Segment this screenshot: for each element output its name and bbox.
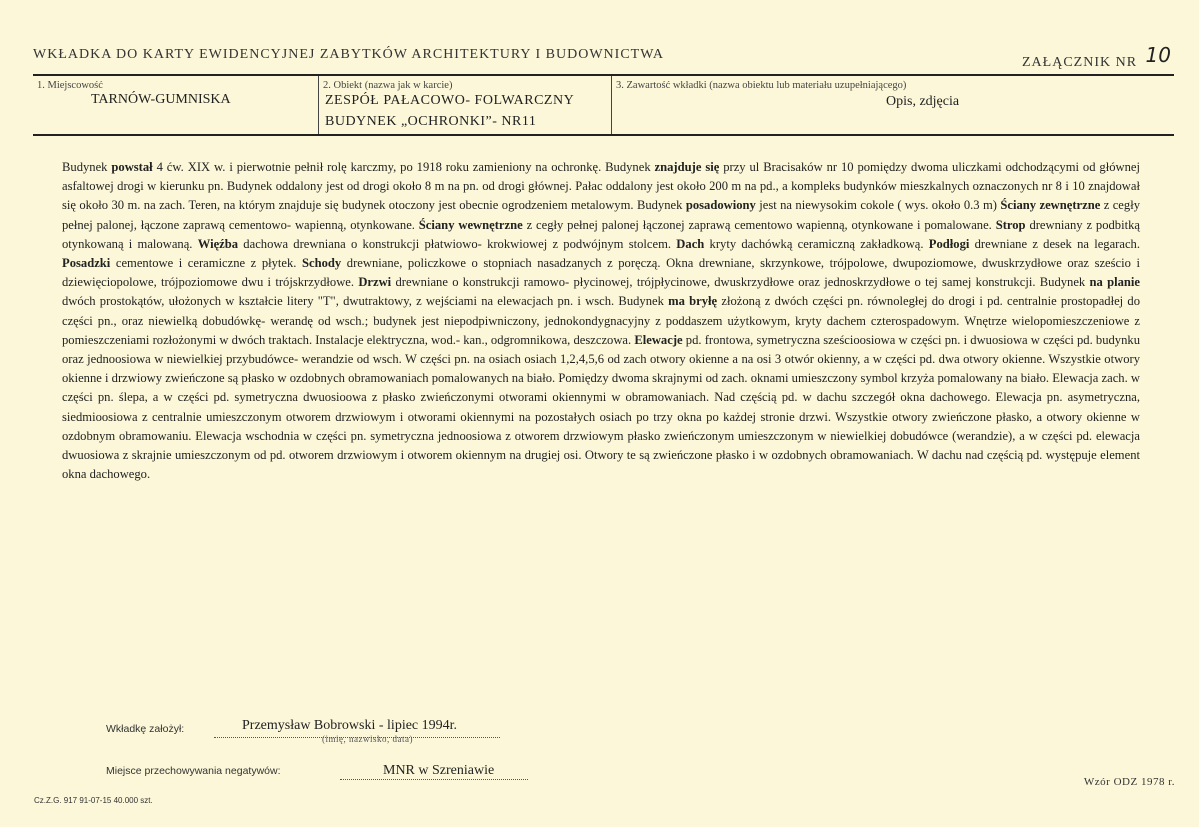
body-text: drewniane, policzkowe o stopniach nasadzanych z poręczą. Okna drewniane, skrzynkowe, trójpolowe, dwupoziomowe, dwuskrzydłowe oraz sześcio i dziewięciopolowe, trójpoziomowe dwu i trójskrzydłowe. — [62, 256, 1140, 290]
body-keyword: Dach — [676, 236, 705, 251]
body-keyword: Ściany wewnętrzne — [418, 217, 523, 232]
body-keyword: Strop — [995, 217, 1026, 232]
object-field — [319, 76, 612, 134]
body-text: kryty dachówką ceramiczną zakładkową. — [704, 236, 929, 251]
body-text: jest na niewysokim cokole ( wys. około 0.3 m) — [755, 198, 1001, 213]
body-text: Budynek — [62, 160, 112, 174]
storage-label: Miejsce przechowywania negatywów: — [106, 765, 281, 777]
body-text: cementowe i ceramiczne z płytek. — [110, 256, 303, 271]
author-label: Wkładkę założył: — [106, 723, 185, 735]
locality-field — [33, 76, 319, 134]
body-keyword: Posadzki — [62, 256, 111, 271]
body-text: drewniane z desek na legarach. — [969, 236, 1140, 251]
content-label: 3. Zawartość wkładki (nazwa obiektu lub materiału uzupełniającego) — [616, 80, 907, 91]
body-keyword: Schody — [302, 256, 342, 271]
object-value-line1: ZESPÓŁ PAŁACOWO- FOLWARCZNY — [325, 93, 575, 108]
body-keyword: znajduje się — [654, 160, 720, 174]
body-keyword: ma bryłę — [668, 294, 718, 309]
storage-value: MNR w Szreniawie — [383, 763, 495, 778]
object-value-line2: BUDYNEK „OCHRONKI”- NR11 — [325, 114, 537, 129]
body-keyword: na planie — [1089, 275, 1140, 290]
body-text: drewniany z podbitką otynkowaną i malowaną. — [62, 217, 1140, 251]
form-title: WKŁADKA DO KARTY EWIDENCYJNEJ ZABYTKÓW ARCHITEKTURY I BUDOWNICTWA — [33, 47, 664, 62]
locality-value: TARNÓW-GUMNISKA — [91, 92, 231, 107]
body-text: drewniane o konstrukcji ramowo- płycinowej, trójpłycinowe, dwuskrzydłowe oraz jednoskrzydłowe o tej samej konstrukcji. Budynek — [391, 275, 1090, 290]
body-keyword: Ściany zewnętrzne — [1000, 198, 1101, 213]
form-header — [33, 43, 1171, 70]
body-text: z cegły pełnej palonej, łączone zaprawą cementowo- wapienną, otynkowane. — [62, 198, 1140, 232]
body-text: dwóch prostokątów, ułożonych w kształcie litery "T", dwutraktowy, z wejściami na elewacjach pn. i wsch. Budynek — [62, 294, 669, 309]
body-text: przy ul Bracisaków nr 10 pomiędzy dwoma uliczkami odchodzącymi od głównej asfaltowej drogi w kierunku pn. Budynek oddalony jest od drogi około 8 m na pn. od drogi głównej. Pałac oddalony jest około 200 m na pd., a kompleks budynków mieszkalnych oznaczonych nr 8 i 10 znajdował się około 30 m. na zach. Teren, na którym znajduje się budynek otoczony jest obecnie ogrodzeniem metalowym. Budynek — [62, 160, 1141, 213]
author-hint: (imię, nazwisko, data) — [322, 734, 413, 744]
annex-label — [1022, 43, 1171, 71]
body-text: pd. frontowa, symetryczna sześcioosiowa w części pn. i dwuosiowa w części pd. budynku oraz jednoosiowa w niewielkiej przybudówce- werandzie od wsch. W części pn. na osiach osiach 1,2,4,5,6 od zach otwory okienne a na osi 3 otwór okienny, a w części pd. dwa otwory okienne. Wszystkie otwory okienne i drzwiowy zwieńczone są płasko w ozdobnych obramowaniach pomalowanych na biało. Pomiędzy dwoma skrajnymi od zach. oknami umieszczony symbol krzyża pomalowany na biało. Elewacja zach. w części pn. ślepa, a w części pd. symetryczna dwuosioowa z płasko zwieńczonymi otworami okiennymi w obramowaniach. Nad częścią pd. w dachu szczegół okna dachowego. Elewacja pn. asymetryczna, siedmioosiowa z centralnie umieszczonym otworem drzwiowym i otworami okiennymi na pozostałych osiach po trzy okna po każdej stronie drzwi. Wszystkie otwory zwieńczone płasko, a otwory okienne w ozdobnym obramowaniu. Elewacja wschodnia w części pn. symetryczna jednoosiowa z otworem drzwiowym płasko zwieńczonym umieszczonym w niewielkiej dobudówce (werandzie), a w części pd. elewacja dwuosiowa z skrajnie umieszczonym od pd. otworem drzwiowym i otworem okiennym na drugiej osi. Otwory te są zwieńczone płasko i w ozdobnych obramowaniach. W dachu nad częścią pd. występuje element okna dachowego. — [62, 332, 1140, 482]
content-value: Opis, zdjęcia — [886, 94, 960, 109]
body-keyword: posadowiony — [685, 198, 756, 213]
object-label: 2. Obiekt (nazwa jak w karcie) — [323, 80, 453, 91]
annex-number: 10 — [1145, 43, 1171, 67]
print-info: Cz.Z.G. 917 91-07-15 40.000 szt. — [34, 796, 153, 805]
body-keyword: Elewacje — [634, 332, 683, 347]
header-fields-row — [33, 74, 1174, 136]
content-field — [612, 76, 1174, 134]
body-text: 4 ćw. XIX w. i pierwotnie pełnił rolę karczmy, po 1918 roku zamieniony na ochronkę. Budynek — [152, 160, 655, 174]
body-keyword: powstał — [111, 160, 153, 174]
body-text: złożoną z dwóch części pn. równoległej do drogi i pd. centralnie prostopadłej do części pn., oraz niewielką dobudówkę- werandę od wsch.; budynek jest niepodpiwniczony, jednokondygnacyjny z poddaszem użytkowym, kryty dachem czterospadowym. Wnętrze wielopomieszczeniowe z pomieszczeniami rozłożonymi w dwóch traktach. Instalacje elektryczna, wod.- kan., odgromnikowa, deszczowa. — [62, 294, 1141, 347]
body-text: z cegły pełnej palonej łączonej zaprawą cementowo wapienną, otynkowane i pomalowane. — [522, 217, 996, 232]
storage-dotted-line — [340, 779, 528, 780]
locality-label: 1. Miejscowość — [37, 80, 103, 91]
author-value: Przemysław Bobrowski - lipiec 1994r. — [242, 718, 458, 733]
body-text: dachowa drewniana o konstrukcji płatwiowo- krokwiowej z podwójnym stolcem. — [238, 236, 677, 251]
form-pattern: Wzór ODZ 1978 r. — [1083, 776, 1175, 788]
body-keyword: Więźba — [197, 236, 239, 251]
body-keyword: Drzwi — [358, 275, 392, 290]
description-text — [62, 158, 1140, 484]
annex-label-text: ZAŁĄCZNIK NR — [1022, 55, 1138, 70]
body-keyword: Podłogi — [928, 236, 970, 251]
